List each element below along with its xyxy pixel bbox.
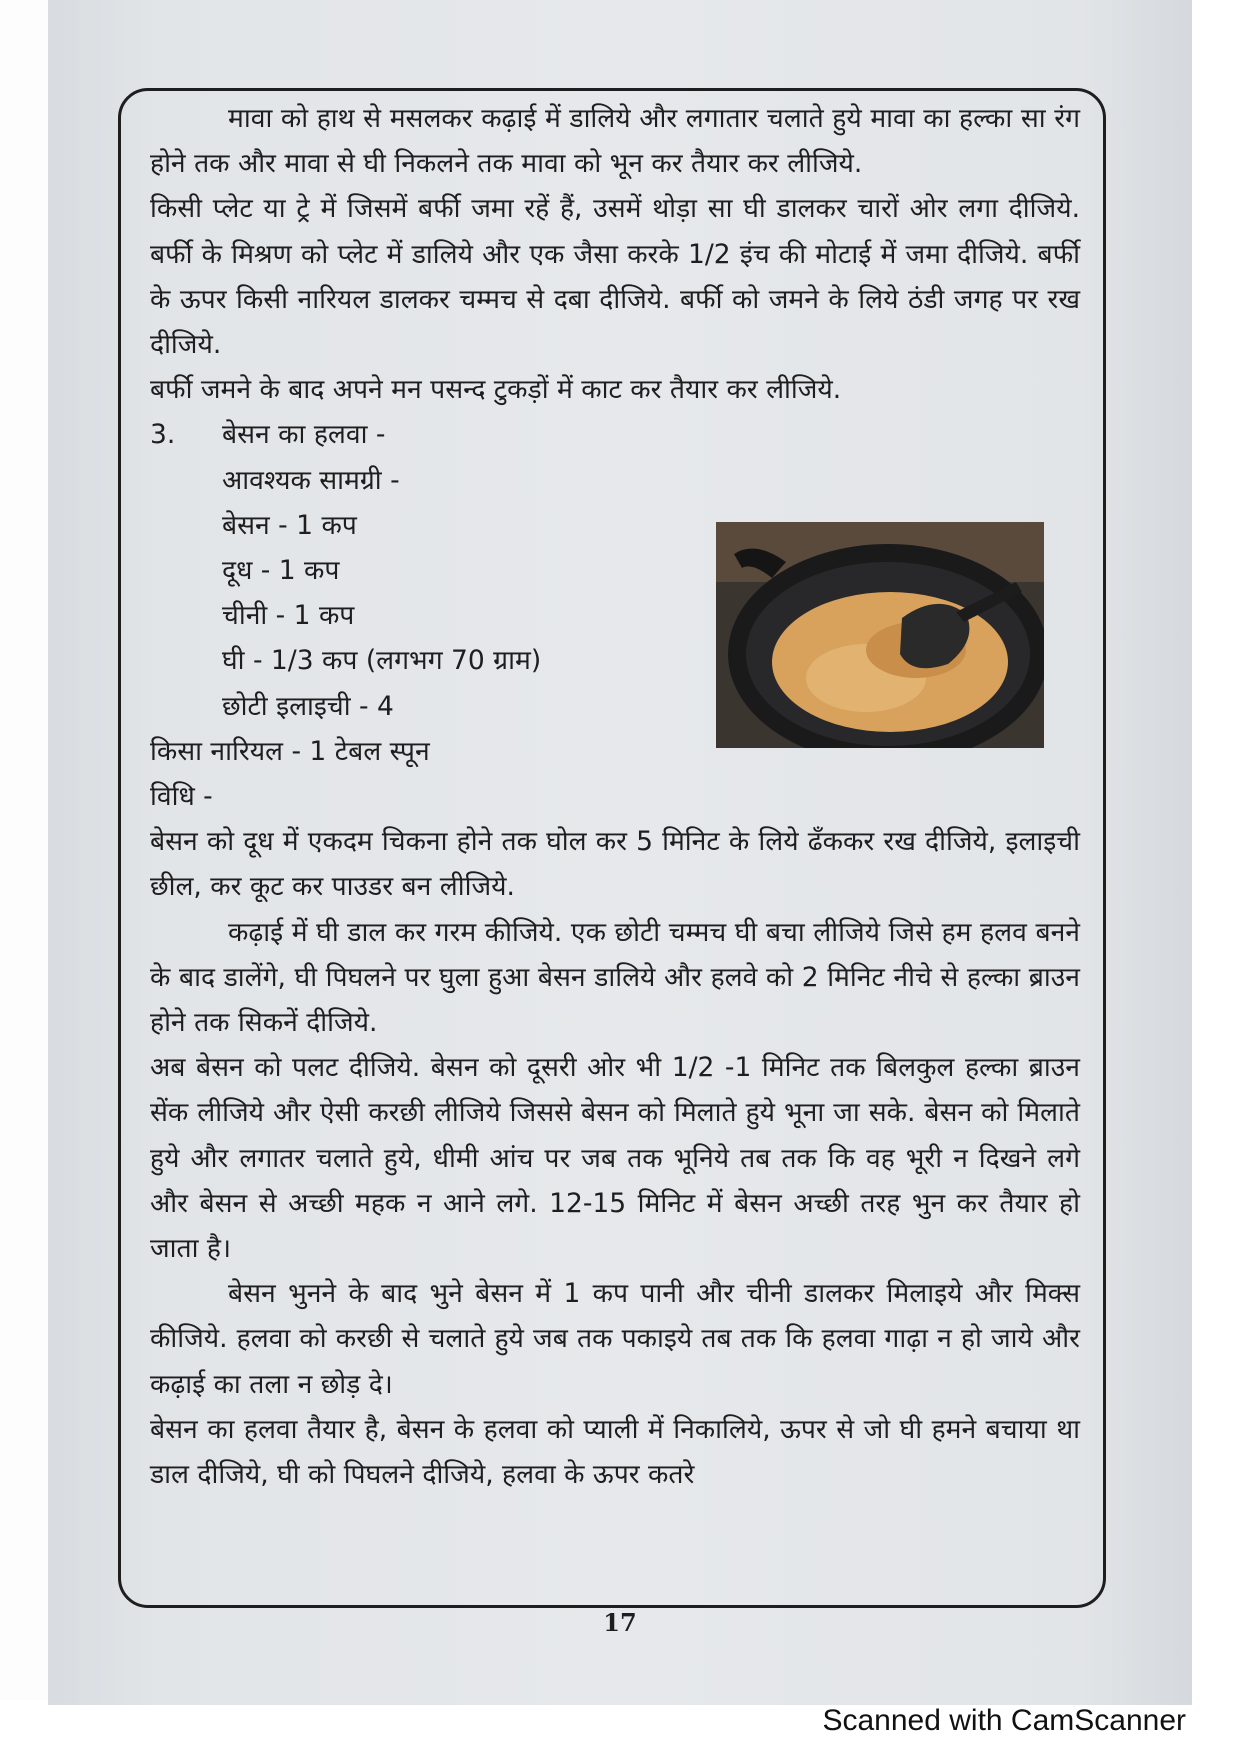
ingredient-item: दूध - 1 कप xyxy=(222,555,340,587)
method-step: कढ़ाई में घी डाल कर गरम कीजिये. एक छोटी चम्मच घी बचा लीजिये जिसे हम हलव बनने के बाद डालेंगे, घी पिघलने पर घुला हुआ बेसन डालिये और हलवे को 2 मिनिट नीचे से हल्का ब्राउन होने तक सिकनें दीजिये. xyxy=(150,916,1080,1039)
ingredient-item: बेसन - 1 कप xyxy=(222,509,357,541)
recipe-number: 3. xyxy=(150,419,176,451)
ingredient-item: घी - 1/3 कप (लगभग 70 ग्राम) xyxy=(222,645,542,677)
ingredients-heading: आवश्यक सामग्री - xyxy=(222,464,400,496)
scan-margin xyxy=(0,0,48,1700)
method-heading: विधि - xyxy=(150,781,213,813)
camscanner-watermark: Scanned with CamScanner xyxy=(822,1704,1186,1737)
recipe-heading xyxy=(150,412,1080,457)
page-number: 17 xyxy=(603,1608,637,1637)
paragraph-plate: किसी प्लेट या ट्रे में जिसमें बर्फी जमा रहें हैं, उसमें थोड़ा सा घी डालकर चारों ओर लगा दीजिये. बर्फी के मिश्रण को प्लेट में डालिये और एक जैसा करके 1/2 इंच की मोटाई में जमा दीजिये. बर्फी के ऊपर किसी नारियल डालकर चम्मच से दबा दीजिये. बर्फी को जमने के लिये ठंडी जगह पर रख दीजिये. xyxy=(150,193,1080,361)
halwa-kadai-photo xyxy=(716,522,1044,748)
paragraph-cut: बर्फी जमने के बाद अपने मन पसन्द टुकड़ों में काट कर तैयार कर लीजिये. xyxy=(150,374,842,406)
method-step: बेसन को दूध में एकदम चिकना होने तक घोल कर 5 मिनिट के लिये ढँककर रख दीजिये, इलाइची छील, कर कूट कर पाउडर बन लीजिये. xyxy=(150,826,1080,903)
page-text xyxy=(150,96,1080,1497)
recipe-title: बेसन का हलवा - xyxy=(222,419,386,451)
method-step: अब बेसन को पलट दीजिये. बेसन को दूसरी ओर भी 1/2 -1 मिनिट तक बिलकुल हल्का ब्राउन सेंक लीजिये और ऐसी करछी लीजिये जिससे बेसन को मिलाते हुये भूना जा सके. बेसन को मिलाते हुये और लगातर चलाते हुये, धीमी आंच पर जब तक भूनिये तब तक कि वह भूरी न दिखने लगे और बेसन से अच्छी महक न आने लगे. 12-15 मिनिट में बेसन अच्छी तरह भुन कर तैयार हो जाता है। xyxy=(150,1052,1080,1265)
ingredient-item: चीनी - 1 कप xyxy=(222,600,355,632)
method-step: बेसन भुनने के बाद भुने बेसन में 1 कप पानी और चीनी डालकर मिलाइये और मिक्स कीजिये. हलवा को करछी से चलाते हुये जब तक पकाइये तब तक कि हलवा गाढ़ा न हो जाये और कढ़ाई का तला न छोड़ दे। xyxy=(150,1278,1080,1400)
ingredient-item: छोटी इलाइची - 4 xyxy=(222,690,394,722)
method-step: बेसन का हलवा तैयार है, बेसन के हलवा को प्याली में निकालिये, ऊपर से जो घी हमने बचाया था डाल दीजिये, घी को पिघलने दीजिये, हलवा के ऊपर कतरे xyxy=(150,1413,1080,1491)
paragraph-mawa: मावा को हाथ से मसलकर कढ़ाई में डालिये और लगातार चलाते हुये मावा का हल्का सा रंग होने तक और मावा से घी निकलने तक मावा को भून कर तैयार कर लीजिये. xyxy=(150,103,1080,180)
ingredient-coconut: किसा नारियल - 1 टेबल स्पून xyxy=(150,735,430,767)
